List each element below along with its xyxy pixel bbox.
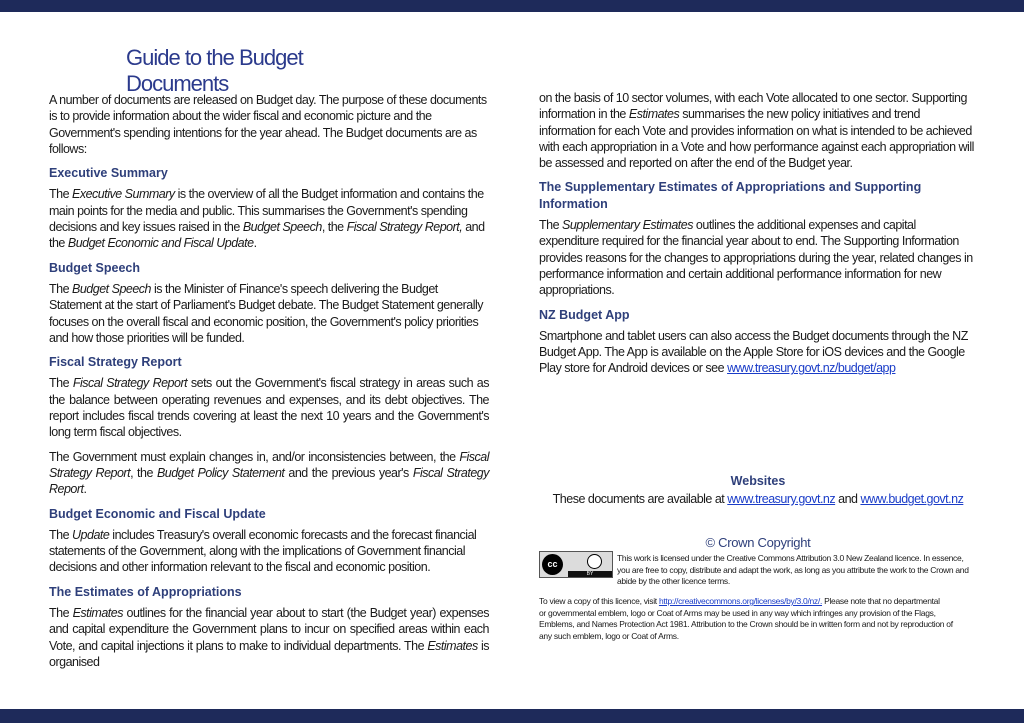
budget-app-paragraph: Smartphone and tablet users can also access the Budget documents through the NZ Budget App. The App is available on the Apple Store for iOS devices and the Google Play store for Android devices or see www.treasury.govt.nz/budget/app	[539, 328, 968, 376]
websites-section	[540, 474, 976, 506]
budget-link[interactable]: www.budget.govt.nz	[860, 492, 964, 506]
executive-summary-paragraph: The Executive Summary is the overview of all the Budget information and contains the main points for the media and public. This summarises the Government's spending decisions and key issues raised in the Budget Speech, the Fiscal Strategy Report, and the Budget Economic and Fiscal Update.	[49, 187, 485, 251]
copyright-heading: © Crown Copyright	[705, 535, 811, 550]
left-column	[49, 92, 489, 678]
websites-heading: Websites	[730, 474, 786, 488]
page-title: Guide to the Budget Documents	[126, 45, 303, 96]
estimates-continued-paragraph: on the basis of 10 sector volumes, with each Vote allocated to one sector. Supporting information in the Estimates summarises the new policy initiatives and trend information for each Vote and provides information on what is intended to be achieved with each appropriation in a Vote and how performance against each appropriation will be assessed and reported on after the end of the Budget year.	[539, 91, 974, 171]
budget-app-link[interactable]: www.treasury.govt.nz/budget/app	[727, 361, 896, 376]
fiscal-strategy-paragraph-2: The Government must explain changes in, and/or inconsistencies between, the Fiscal Strategy Report, the Budget Policy Statement and the previous year's Fiscal Strategy Report.	[49, 449, 490, 497]
fiscal-strategy-heading: Fiscal Strategy Report	[49, 355, 182, 370]
befu-heading: Budget Economic and Fiscal Update	[49, 506, 266, 521]
supplementary-estimates-paragraph: The Supplementary Estimates outlines the additional expenses and capital expenditure required for the financial year about to end. The Supporting Information provides reasons for the changes to appropriations during the year, related changes in performance information and certain additional performance information for new appropriations.	[539, 218, 973, 298]
licence-details: To view a copy of this licence, visit http://creativecommons.org/licenses/by/3.0/nz/. Please note that no departmental or governmental emblem, logo or Coat of Arms may be used in any way which infringes any provision of the Flags, Emblems, and Names Protection Act 1981. Attribution to the Crown should be in written form and not by reproduction of any such emblem, logo or Coat of Arms.	[539, 596, 953, 641]
attribution-person-icon	[587, 554, 602, 569]
budget-speech-paragraph: The Budget Speech is the Minister of Finance's speech delivering the Budget Statement at the start of Parliament's Budget debate. The Budget Statement generally focuses on the overall fiscal and economic position, the Government's policy priorities and how those priorities will be funded.	[49, 281, 484, 345]
bottom-band	[0, 709, 1024, 723]
budget-app-heading: NZ Budget App	[539, 307, 630, 322]
licence-text: This work is licensed under the Creative Commons Attribution 3.0 New Zealand licence. In essence, you are free to copy, distribute and adapt the work, as long as you attribute the work to the Crown and abide by the other licence terms.	[617, 553, 969, 586]
estimates-heading: The Estimates of Appropriations	[49, 584, 242, 599]
right-column	[539, 90, 975, 385]
befu-paragraph: The Update includes Treasury's overall economic forecasts and the forecast financial statements of the Government, along with the implications of Government financial decisions and other information relevant to the fiscal and economic position.	[49, 527, 477, 575]
budget-speech-heading: Budget Speech	[49, 260, 140, 275]
by-label: BY	[568, 571, 612, 577]
creative-commons-icon	[539, 551, 613, 578]
intro-paragraph: A number of documents are released on Budget day. The purpose of these documents is to provide information about the wider fiscal and economic picture and the Government's spending intentions for the year ahead. The Budget documents are as follows:	[49, 93, 487, 156]
supplementary-estimates-heading: The Supplementary Estimates of Appropriations and Supporting Information	[539, 180, 922, 211]
executive-summary-heading: Executive Summary	[49, 166, 168, 181]
fiscal-strategy-paragraph: The Fiscal Strategy Report sets out the Government's fiscal strategy in areas such as the balance between operating revenues and expenses, and its debt objectives. The report includes fiscal trends covering at least the next 10 years and the Government's long term fiscal objectives.	[49, 376, 489, 440]
treasury-link[interactable]: www.treasury.govt.nz	[727, 492, 836, 506]
top-band	[0, 0, 1024, 12]
estimates-paragraph: The Estimates outlines for the financial year about to start (the Budget year) expenses and capital expenditure the Government plans to incur on specified areas within each Vote, and capital injections it plans to make to individual departments. The Estimates is organised	[49, 606, 490, 669]
websites-text: These documents are available at www.treasury.govt.nz and www.budget.govt.nz	[552, 492, 964, 506]
licence-link[interactable]: http://creativecommons.org/licenses/by/3.0/nz/.	[658, 596, 823, 606]
cc-logo-icon: cc	[542, 554, 563, 575]
